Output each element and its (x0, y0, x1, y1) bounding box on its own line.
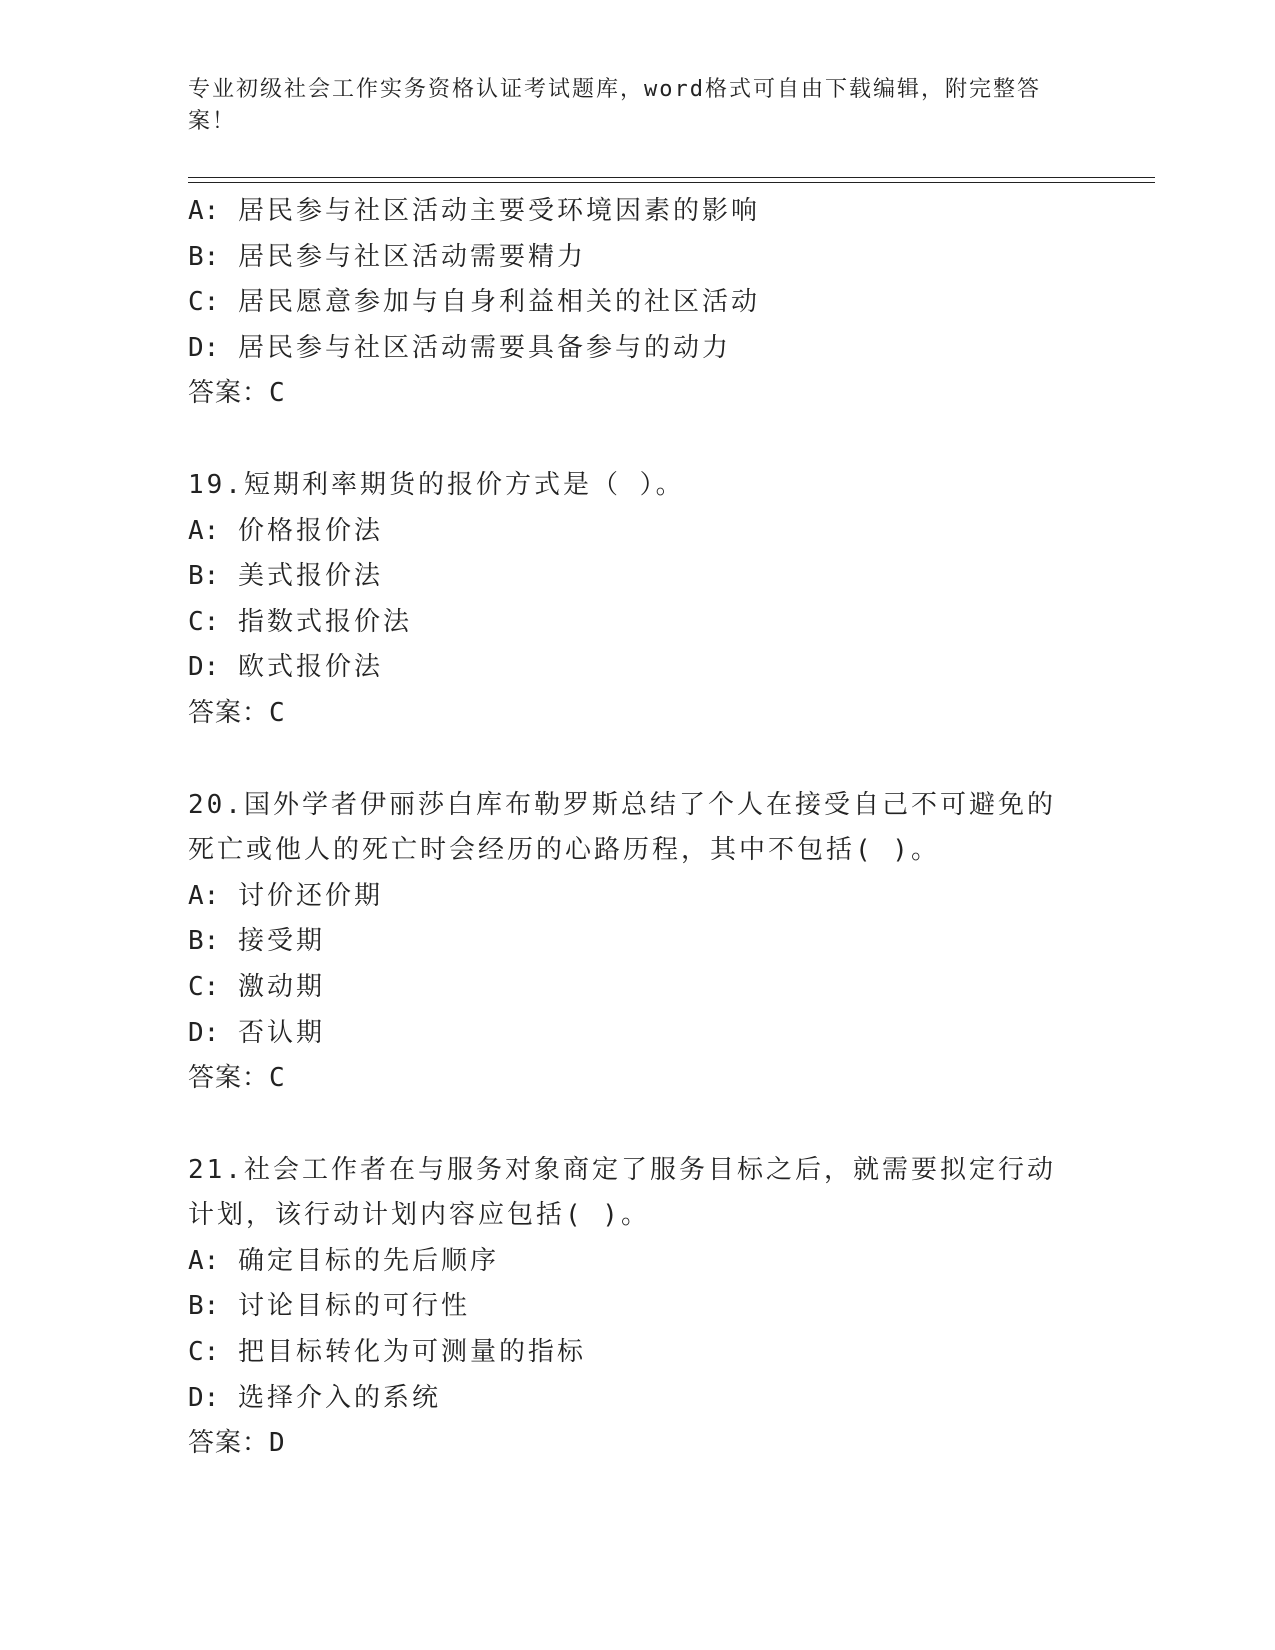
question-stem: 20.国外学者伊丽莎白库布勒罗斯总结了个人在接受自己不可避免的死亡或他人的死亡时会经历的心路历程，其中不包括( )。 (188, 789, 1056, 866)
question-stem: 21.社会工作者在与服务对象商定了服务目标之后，就需要拟定行动计划，该行动计划内容应包括( )。 (188, 1154, 1056, 1231)
option-d: D: 欧式报价法 (188, 652, 383, 683)
option-a: A: 居民参与社区活动主要受环境因素的影响 (188, 196, 760, 226)
answer: 答案：D (188, 1428, 286, 1459)
option-d: D: 否认期 (188, 1017, 325, 1048)
question-20 (188, 783, 1088, 1102)
question-list (188, 189, 1088, 1513)
question-18-continued (188, 189, 1088, 417)
answer: 答案：C (188, 1063, 286, 1094)
question-stem: 19.短期利率期货的报价方式是（ ）。 (188, 469, 685, 500)
option-b: B: 居民参与社区活动需要精力 (188, 241, 586, 272)
option-a: A: 确定目标的先后顺序 (188, 1245, 499, 1276)
option-c: C: 把目标转化为可测量的指标 (188, 1337, 586, 1368)
option-b: B: 美式报价法 (188, 561, 383, 592)
option-d: D: 选择介入的系统 (188, 1382, 441, 1413)
answer: 答案：C (188, 697, 286, 728)
option-a: A: 讨价还价期 (188, 880, 383, 911)
option-b: B: 接受期 (188, 926, 325, 957)
document-header: 专业初级社会工作实务资格认证考试题库，word格式可自由下载编辑，附完整答案！ (188, 77, 1041, 134)
option-c: C: 激动期 (188, 971, 325, 1002)
answer: 答案：C (188, 378, 286, 409)
header-divider-top (188, 177, 1155, 178)
option-c: C: 指数式报价法 (188, 606, 412, 637)
option-a: A: 价格报价法 (188, 515, 383, 546)
option-d: D: 居民参与社区活动需要具备参与的动力 (188, 332, 731, 363)
question-19 (188, 463, 1088, 737)
option-c: C: 居民愿意参加与自身利益相关的社区活动 (188, 287, 760, 318)
question-21 (188, 1148, 1088, 1467)
option-b: B: 讨论目标的可行性 (188, 1291, 470, 1322)
header-divider-bottom (188, 182, 1155, 183)
